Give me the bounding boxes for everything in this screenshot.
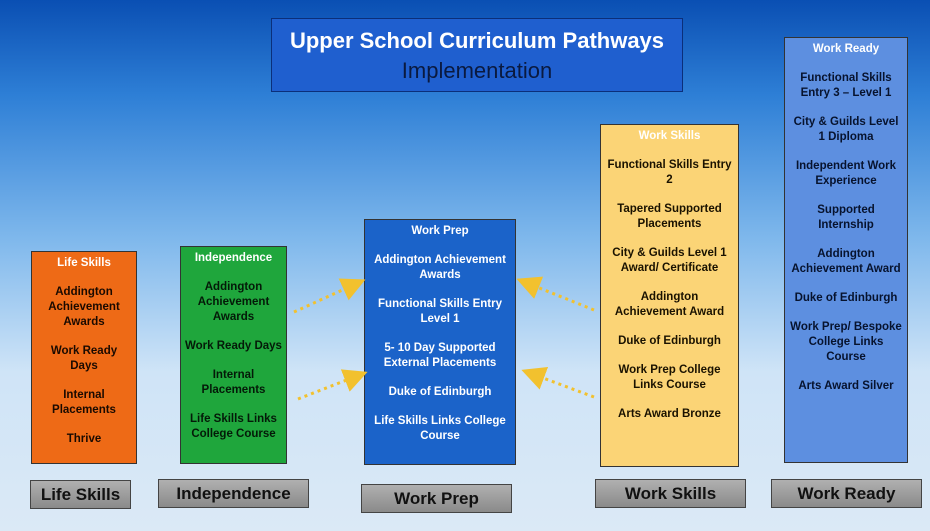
arrow-skills-to-prep-upper [522,281,594,310]
list-item: Duke of Edinburgh [794,292,898,304]
work-prep-heading: Work Prep [411,225,469,237]
list-item: Work Prep/ Bespoke College Links Course [790,321,902,363]
arrow-indep-to-prep-lower [298,374,362,399]
list-item: Addington Achievement Award [791,248,901,275]
list-item: City & Guilds Level 1 Award/ Certificate [612,247,727,274]
life-skills-label: Life Skills [30,480,131,509]
list-item: Functional Skills Entry Level 1 [378,298,502,325]
life-skills-heading: Life Skills [57,257,111,269]
work-ready-heading: Work Ready [812,43,880,55]
list-item: 5- 10 Day Supported External Placements [383,342,497,369]
arrow-skills-to-prep-lower [527,372,594,397]
list-item: Addington Achievement Awards [374,254,506,281]
list-item: Internal Placements [52,389,116,416]
list-item: Arts Award Silver [798,380,894,392]
list-item: Work Ready Days [50,345,118,372]
list-item: Functional Skills Entry 2 [607,159,732,186]
arrow-indep-to-prep-upper [294,282,360,312]
list-item: Life Skills Links College Course [374,415,506,442]
list-item: Thrive [66,433,102,445]
list-item: Addington Achievement Award [614,291,725,318]
list-item: Arts Award Bronze [618,408,721,420]
list-item: Supported Internship [817,204,875,231]
independence-label: Independence [158,479,309,508]
work-prep-label: Work Prep [361,484,512,513]
independence-heading: Independence [194,252,273,264]
list-item: Functional Skills Entry 3 – Level 1 [800,72,892,99]
list-item: Tapered Supported Placements [617,203,722,230]
work-skills-label: Work Skills [595,479,746,508]
list-item: Duke of Edinburgh [388,386,492,398]
list-item: Duke of Edinburgh [618,335,721,347]
work-skills-heading: Work Skills [638,130,701,142]
list-item: Internal Placements [201,369,266,396]
list-item: Addington Achievement Awards [48,286,120,328]
list-item: Independent Work Experience [795,160,897,187]
list-item: Work Prep College Links Course [618,364,721,391]
page-title: Upper School Curriculum Pathways [289,28,665,53]
list-item: Life Skills Links College Course [190,413,277,440]
list-item: City & Guilds Level 1 Diploma [793,116,899,143]
page-subtitle: Implementation [401,58,553,83]
list-item: Work Ready Days [185,340,282,352]
list-item: Addington Achievement Awards [197,281,270,323]
work-ready-label: Work Ready [771,479,922,508]
